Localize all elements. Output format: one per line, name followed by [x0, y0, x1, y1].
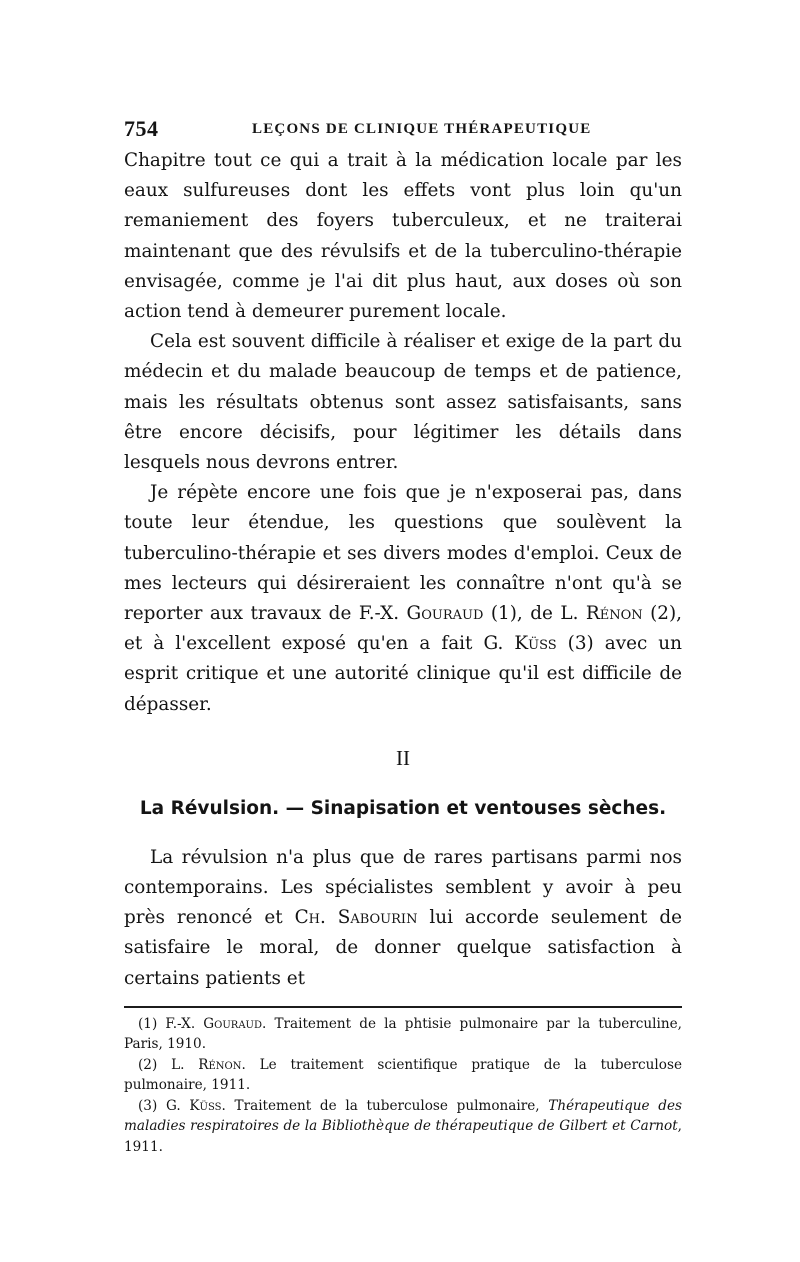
paragraph-2: Cela est souvent difficile à réaliser et exige de la part du médecin et du malade beaucoup de temps et de patience, mais les résultats obtenus sont assez satisfaisants, sans être encore décisifs, pour légitimer les détails dans lesquels nous devrons entrer. [124, 331, 682, 474]
footnote-2-marker: (2) [138, 1056, 158, 1073]
paragraph-4-text-a: La révulsion n'a plus que de rares partisans parmi nos contemporains. Les spécialistes semblent y avoir à peu près renoncé et [124, 846, 682, 929]
paragraph-3-text-d: (3) avec un esprit critique et une autorité clinique qu'il est difficile de dépasser. [124, 633, 682, 715]
paragraph-3-text-a: Je répète encore une fois que je n'exposerai pas, dans toute leur étendue, les questions que soulèvent la tuberculino-thérapie et ses divers modes d'emploi. Ceux de mes lecteurs qui désireraient les connaître n'ont qu'à se reporter aux travaux de [124, 482, 682, 625]
footnote-3-publisher: Gilbert et Carnot [559, 1118, 678, 1135]
footnote-2 [124, 1055, 682, 1096]
paragraph-4 [124, 843, 682, 994]
footnote-3-end: , 1911. [124, 1118, 682, 1155]
footnote-rule [124, 1006, 682, 1008]
section-number: II [396, 745, 410, 770]
footnote-3-text: Traitement de la tuberculose pulmonaire, [225, 1097, 549, 1114]
paragraph-3 [124, 478, 682, 720]
footnote-3-author: G. Küss. [165, 1097, 226, 1114]
footnote-1-author: F.-X. Gouraud. [165, 1015, 267, 1032]
paragraph-3-text-b: (1), de [483, 603, 561, 625]
author-sabourin: Ch. Sabourin [294, 907, 418, 929]
footnote-3 [124, 1096, 682, 1158]
running-title: LEÇONS DE CLINIQUE THÉRAPEUTIQUE [252, 121, 592, 137]
paragraph-1: Chapitre tout ce qui a trait à la médication locale par les eaux sulfureuses dont les effets vont plus loin qu'un remaniement des foyers tuberculeux, et ne traiterai maintenant que des révulsifs et de la tuberculino-thérapie envisagée, comme je l'ai dit plus haut, aux doses où son action tend à demeurer purement locale. [124, 150, 682, 323]
footnote-1-text: Traitement de la phtisie pulmonaire par la tuberculine, Paris, 1910. [124, 1015, 682, 1053]
footnote-1 [124, 1014, 682, 1055]
body-text [124, 146, 682, 994]
footnotes [124, 1014, 682, 1158]
author-gouraud: F.-X. Gouraud [358, 603, 484, 625]
section-title: La Révulsion. — Sinapisation et ventouses sèches. [139, 797, 667, 819]
author-kuss: G. Küss [483, 633, 557, 655]
paragraph-3-text-c: (2), et à l'excellent exposé qu'en a fait [124, 603, 683, 655]
book-page [124, 116, 682, 1157]
footnote-3-book-title: Thérapeutique des maladies respiratoires de la Bibliothèque de thérapeutique de [124, 1097, 683, 1135]
footnote-3-marker: (3) [138, 1097, 158, 1114]
author-renon: L. Rénon [560, 603, 643, 625]
footnote-2-author: L. Rénon. [171, 1056, 246, 1073]
running-head [124, 116, 682, 140]
footnote-2-text: Le traitement scientifique pratique de la tuberculose pulmonaire, 1911. [124, 1056, 682, 1094]
paragraph-4-text-b: lui accorde seulement de satisfaire le moral, de donner quelque satisfaction à certains patients et [124, 907, 682, 989]
footnote-1-marker: (1) [138, 1015, 158, 1032]
page-number: 754 [124, 116, 159, 141]
